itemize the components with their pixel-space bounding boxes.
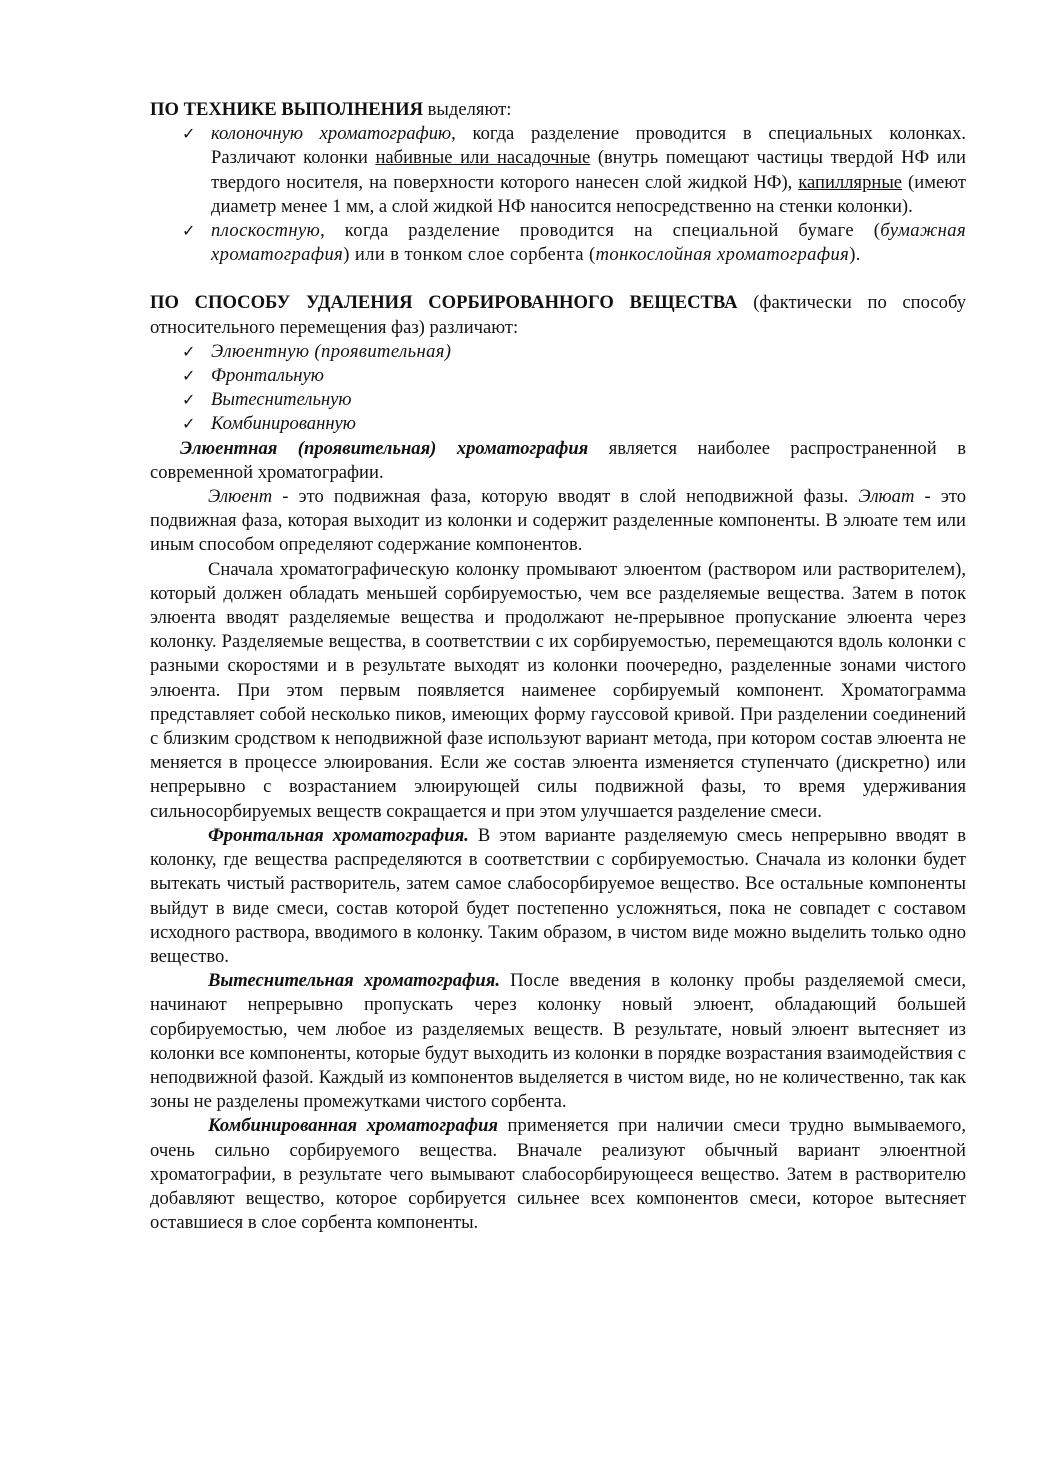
removal-list: [150, 340, 966, 437]
technique-list: [150, 122, 966, 267]
list-item: [150, 388, 966, 412]
check-icon: ✓: [182, 366, 196, 386]
paragraph-text: В этом варианте разделяемую смесь непрерывно вводят в колонку, где вещества распределяются в соответствии с сорбируемостью. Сначала из колонки будет вытекать чистый растворитель, затем самое слабосорбируемое вещество. Все остальные компоненты выйдут в виде смеси, состав которой будет постепенно усложняться, пока не совпадет с составом исходного раствора, вводимого в колонку. Таким образом, в чистом виде можно выделить только одно вещество.: [150, 824, 966, 967]
item-text: , когда разделение проводится на специальной бумаге (: [320, 220, 881, 242]
paragraph-text: применяется при наличии смеси трудно вымываемого, очень сильно сорбируемого вещества. Вначале реализуют обычный вариант элюентной хроматографии, в результате чего вымывают слабосорбирующееся вещество. Затем в растворителю добавляют вещество, которое сорбируется сильнее всех компонентов смеси, которое вытесняет оставшиеся в слое сорбента компоненты.: [150, 1115, 966, 1234]
item-text: ).: [849, 244, 861, 266]
list-item-label: Вытеснительную: [211, 389, 352, 411]
underlined-term: набивные или насадочные: [375, 147, 591, 169]
paragraph-text: - это подвижная фаза, которая выходит из колонки и содержит разделенные компоненты. В элюате тем или иным способом определяют содержание компонентов.: [150, 486, 966, 556]
list-item-label: Комбинированную: [211, 413, 356, 435]
eluent-term: Элюентная (проявительная) хроматография: [180, 437, 589, 459]
paragraph-text: После введения в колонку пробы разделяемой смеси, начинают непрерывно пропускать через колонку новый элюент, обладающий большей сорбируемостью, чем любое из разделяемых веществ. В результате, новый элюент вытесняет из колонки все компоненты, которые будут выходить из колонки в порядке возрастания взаимодействия с неподвижной фазой. Каждый из компонентов выделяется в чистом виде, но не количественно, так как зоны не разделены промежутками чистого сорбента.: [150, 970, 966, 1113]
technique-heading: ПО ТЕХНИКЕ ВЫПОЛНЕНИЯ: [150, 99, 423, 120]
list-item: [150, 412, 966, 436]
item-text: ) или в тонком слое сорбента (: [343, 244, 596, 266]
check-icon: ✓: [182, 390, 196, 410]
list-item: [150, 122, 966, 219]
italic-term: тонкослойная хроматография: [595, 244, 850, 266]
combined-paragraph: [150, 1114, 966, 1235]
removal-intro: [150, 291, 966, 339]
displacement-paragraph: [150, 969, 966, 1114]
eluent-def-term: Элюент: [208, 486, 273, 508]
check-icon: ✓: [182, 414, 196, 434]
check-icon: ✓: [182, 124, 196, 144]
technique-heading-tail: выделяют:: [423, 99, 512, 120]
eluate-def-term: Элюат: [858, 486, 915, 508]
eluent-paragraph: [150, 437, 966, 485]
document-page: [150, 98, 966, 1235]
list-item: [150, 219, 966, 267]
technique-intro: [150, 98, 966, 122]
list-item: [150, 364, 966, 388]
paragraph-text: является наиболее распространенной в современной хроматографии.: [150, 437, 966, 483]
section-gap: [150, 267, 966, 291]
frontal-term: Фронтальная хроматография.: [208, 824, 469, 846]
process-paragraph: Сначала хроматографическую колонку промывают элюентом (раствором или растворителем), который должен обладать меньшей сорбируемостью, чем все разделяемые вещества. Затем в поток элюента вводят разделяемые вещества и продолжают не-прерывное пропускание элюента через колонку. Разделяемые вещества, в соответствии с их сорбируемостью, перемещаются вдоль колонки с разными скоростями и в результате выходят из колонки поочередно, разделенные зонами чистого элюента. При этом первым появляется наименее сорбируемый компонент. Хроматограмма представляет собой несколько пиков, имеющих форму гауссовой кривой. При разделении соединений с близким сродством к неподвижной фазе используют вариант метода, при котором состав элюента не меняется в процессе элюирования. Если же состав элюента изменяется ступенчато (дискретно) или непрерывно с возрастанием элюирующей силы подвижной фазы, то время удерживания сильносорбируемых веществ сокращается и при этом улучшается разделение смеси.: [150, 558, 966, 822]
displacement-term: Вытеснительная хроматография.: [208, 970, 500, 992]
list-item: [150, 340, 966, 364]
check-icon: ✓: [182, 341, 196, 361]
list-item-label: Элюентную (проявительная): [211, 340, 452, 362]
underlined-term: капиллярные: [798, 171, 903, 193]
item-text: , когда разделение проводится в специальных колонках. Различают колонки: [211, 123, 966, 169]
check-icon: ✓: [182, 221, 196, 241]
removal-heading: ПО СПОСОБУ УДАЛЕНИЯ СОРБИРОВАННОГО ВЕЩЕСТВА: [150, 292, 738, 314]
term-column: колоночную хроматографию: [211, 123, 452, 145]
combined-term: Комбинированная хроматография: [208, 1115, 499, 1137]
paragraph-text: - это подвижная фаза, которую вводят в слой неподвижной фазы.: [272, 486, 859, 508]
term-planar: плоскостную: [211, 220, 321, 242]
item-text: (внутрь помещают частицы твердой НФ или твердого носителя, на поверхности которого нанесен слой жидкой НФ),: [211, 147, 966, 193]
definitions-paragraph: [150, 485, 966, 558]
item-text: (имеют диаметр менее 1 мм, а слой жидкой НФ наносится непосредственно на стенки колонки).: [211, 171, 966, 217]
frontal-paragraph: [150, 824, 966, 969]
list-item-label: Фронтальную: [211, 365, 324, 387]
italic-term: бумажная хроматография: [211, 220, 966, 266]
removal-heading-tail: (фактически по способу относительного перемещения фаз) различают:: [150, 292, 966, 338]
